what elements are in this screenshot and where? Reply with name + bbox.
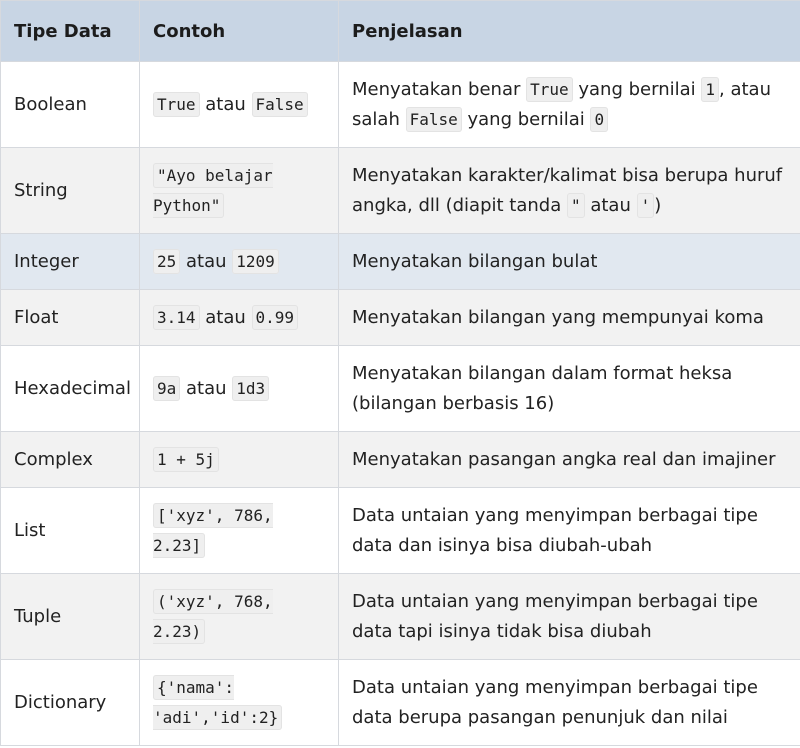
cell-text: Data untaian yang menyimpan berbagai tipe data dan isinya bisa diubah-ubah <box>352 504 758 556</box>
code-snippet: False <box>252 92 308 117</box>
type-cell: Dictionary <box>1 660 140 746</box>
header-penjelasan: Penjelasan <box>339 1 800 62</box>
cell-text: Menyatakan bilangan dalam format heksa (bilangan berbasis 16) <box>352 362 733 414</box>
code-snippet: False <box>406 107 462 132</box>
cell-text: yang bernilai <box>572 78 702 100</box>
type-cell: Integer <box>1 234 140 290</box>
type-cell: Complex <box>1 432 140 488</box>
type-cell: String <box>1 148 140 234</box>
cell-text: Menyatakan bilangan yang mempunyai koma <box>352 306 764 328</box>
code-snippet: " <box>567 193 585 218</box>
table-row <box>1 148 800 234</box>
example-cell <box>140 432 339 488</box>
code-snippet: 1 <box>701 77 719 102</box>
code-snippet: 3.14 <box>153 305 200 330</box>
table-row <box>1 62 800 148</box>
cell-text: atau <box>584 194 637 216</box>
cell-text: Data untaian yang menyimpan berbagai tipe data berupa pasangan penunjuk dan nilai <box>352 676 758 728</box>
table-row <box>1 660 800 746</box>
cell-text: Data untaian yang menyimpan berbagai tipe data tapi isinya tidak bisa diubah <box>352 590 758 642</box>
type-cell: List <box>1 488 140 574</box>
table-row <box>1 290 800 346</box>
code-snippet: ('xyz', 768, 2.23) <box>153 589 273 644</box>
description-cell <box>339 346 800 432</box>
table-row <box>1 432 800 488</box>
code-snippet: ['xyz', 786, 2.23] <box>153 503 273 558</box>
type-cell: Hexadecimal <box>1 346 140 432</box>
description-cell <box>339 62 800 148</box>
cell-text: atau <box>199 306 252 328</box>
description-cell <box>339 234 800 290</box>
code-snippet: 1d3 <box>232 376 269 401</box>
code-snippet: 0.99 <box>252 305 299 330</box>
cell-text: yang bernilai <box>461 108 591 130</box>
cell-text: , atau salah <box>352 78 771 130</box>
code-snippet: True <box>153 92 200 117</box>
example-cell <box>140 660 339 746</box>
description-cell <box>339 574 800 660</box>
code-snippet: 0 <box>590 107 608 132</box>
cell-text: Menyatakan bilangan bulat <box>352 250 598 272</box>
example-cell <box>140 290 339 346</box>
code-snippet: "Ayo belajar Python" <box>153 163 273 218</box>
example-cell <box>140 574 339 660</box>
cell-text: atau <box>180 250 233 272</box>
example-cell <box>140 234 339 290</box>
table-row <box>1 574 800 660</box>
code-snippet: 1 + 5j <box>153 447 219 472</box>
code-snippet: {'nama': 'adi','id':2} <box>153 675 282 730</box>
cell-text: Menyatakan pasangan angka real dan imajiner <box>352 448 776 470</box>
description-cell <box>339 432 800 488</box>
example-cell <box>140 488 339 574</box>
type-cell: Boolean <box>1 62 140 148</box>
table-row <box>1 346 800 432</box>
example-cell <box>140 148 339 234</box>
cell-text: atau <box>199 93 252 115</box>
type-cell: Float <box>1 290 140 346</box>
cell-text: ) <box>654 194 662 216</box>
code-snippet: True <box>526 77 573 102</box>
cell-text: Menyatakan karakter/kalimat bisa berupa huruf angka, dll (diapit tanda <box>352 164 783 216</box>
code-snippet: 1209 <box>232 249 279 274</box>
description-cell <box>339 290 800 346</box>
description-cell <box>339 148 800 234</box>
example-cell <box>140 62 339 148</box>
cell-text: Menyatakan benar <box>352 78 527 100</box>
header-tipe-data: Tipe Data <box>1 1 140 62</box>
description-cell <box>339 660 800 746</box>
description-cell <box>339 488 800 574</box>
table-row <box>1 234 800 290</box>
code-snippet: ' <box>637 193 655 218</box>
example-cell <box>140 346 339 432</box>
code-snippet: 9a <box>153 376 180 401</box>
type-cell: Tuple <box>1 574 140 660</box>
code-snippet: 25 <box>153 249 180 274</box>
table-header-row <box>1 1 800 62</box>
header-contoh: Contoh <box>140 1 339 62</box>
table-row <box>1 488 800 574</box>
cell-text: atau <box>180 377 233 399</box>
